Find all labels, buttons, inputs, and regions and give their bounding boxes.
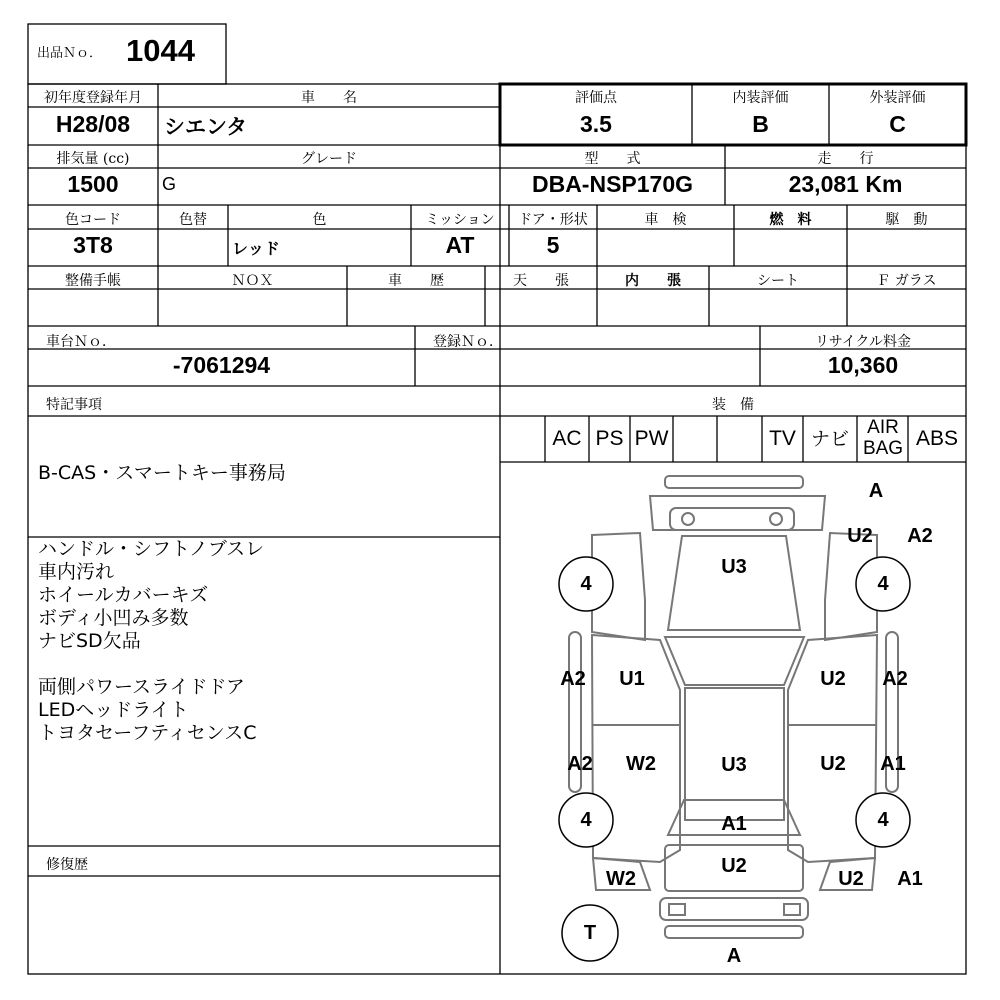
damage-left-rear-pillar: A2 [567,753,593,775]
interior-label: 内装評価 [732,90,789,106]
damage-right-front-door: U2 [820,668,846,690]
mileage-value: 23,081 Km [788,171,903,197]
damage-right-rear-corner: A1 [897,868,923,890]
drive-label: 駆 動 [885,212,928,228]
chassis-label: 車台Ｎｏ． [46,334,116,350]
equipment-tv: TV [769,427,796,450]
color-change-label: 色替 [179,212,207,228]
fuel-label: 燃 料 [769,212,812,228]
damage-front-right-top: U2 [847,525,873,547]
damage-right-rear-lower: U2 [838,868,864,890]
equipment-airbag: AIR BAG [862,417,904,459]
color-label: 色 [312,212,327,228]
model-value: DBA-NSP170G [531,171,694,197]
damage-tailgate: U2 [721,855,747,877]
chassis-value: -7061294 [172,352,271,378]
repair-label: 修復歴 [46,857,88,873]
color-code-label: 色コード [65,212,121,228]
model-label: 型 式 [584,151,641,167]
roof-label: 天 張 [513,273,569,289]
score-label: 評価点 [575,90,617,106]
damage-front-right-corner: A2 [907,525,933,547]
notes-label: 特記事項 [46,397,102,413]
damage-left-rear-corner: W2 [606,868,636,890]
mileage-label: 走 行 [817,151,874,167]
inspection-label: 車 検 [644,212,687,228]
damage-tire-rr: 4 [877,809,889,831]
notes-line: 車内汚れ [38,561,115,583]
nox-label: ＮＯＸ [231,273,274,289]
damage-right-rear-pillar: A1 [880,753,906,775]
notes-list [38,538,264,745]
notes-line: 両側パワースライドドア [38,676,245,698]
interior-lining-label: 内 張 [625,273,681,289]
damage-rear-glass: A1 [721,813,747,835]
notes-line: トヨタセーフティセンスC [38,722,257,744]
damage-spare-tire: T [583,922,597,944]
damage-left-front-pillar: A2 [560,668,586,690]
damage-right-rear-door: U2 [820,753,846,775]
registration-label: 登録Ｎｏ． [433,334,503,350]
damage-tire-fl: 4 [580,573,592,595]
equipment-abs: ABS [915,427,959,450]
equipment-navi: ナビ [810,428,849,450]
mission-label: ミッション [425,212,495,228]
damage-bonnet: U3 [721,556,747,578]
recycle-value: 10,360 [827,352,899,378]
mission-value: AT [445,232,475,258]
grade-label: グレード [301,151,357,167]
notes-line: LEDヘッドライト [38,699,189,721]
seat-label: シート [757,273,799,289]
damage-front: A [868,480,884,502]
history-label: 車 歴 [388,273,444,289]
door-label: ドア・形状 [518,212,588,228]
notes-line: ボディ小凹み多数 [38,607,189,629]
notes-line: ホイールカバーキズ [38,584,209,606]
notes-top: B-CAS・スマートキー事務局 [38,462,286,484]
door-value: 5 [546,232,560,258]
equipment-ac: AC [552,427,582,450]
interior-value: B [752,111,769,137]
recycle-label: リサイクル料金 [814,334,912,350]
score-value: 3.5 [580,111,612,137]
damage-left-rear-door: W2 [626,753,656,775]
damage-tire-rl: 4 [580,809,592,831]
car-name-value: シエンタ [164,115,248,139]
exterior-value: C [889,111,906,137]
notes-line: ハンドル・シフトノブスレ [38,538,265,560]
lot-label: 出品Ｎｏ． [37,46,103,61]
grade-value: G [162,174,177,194]
reg-date-label: 初年度登録年月 [44,90,142,106]
damage-right-front-pillar: A2 [882,668,908,690]
car-name-label: 車 名 [301,90,357,106]
lot-number: 1044 [126,33,195,68]
damage-tire-fr: 4 [877,573,889,595]
exterior-label: 外装評価 [869,90,926,106]
damage-roof: U3 [721,754,747,776]
color-code-value: 3T8 [73,232,113,258]
maintenance-label: 整備手帳 [65,273,121,289]
equipment-pw: PW [634,427,669,450]
reg-date-value: H28/08 [55,111,131,137]
notes-line: ナビSD欠品 [38,630,141,652]
notes-line [38,653,264,676]
displacement-label: 排気量 (cc) [56,151,130,167]
fglass-label: Ｆ ガラス [876,273,937,289]
damage-rear: A [726,945,742,967]
color-value: レッド [232,239,280,258]
equipment-label: 装 備 [712,397,754,413]
damage-left-front-door: U1 [619,668,645,690]
displacement-value: 1500 [67,171,119,197]
equipment-ps: PS [595,427,624,450]
